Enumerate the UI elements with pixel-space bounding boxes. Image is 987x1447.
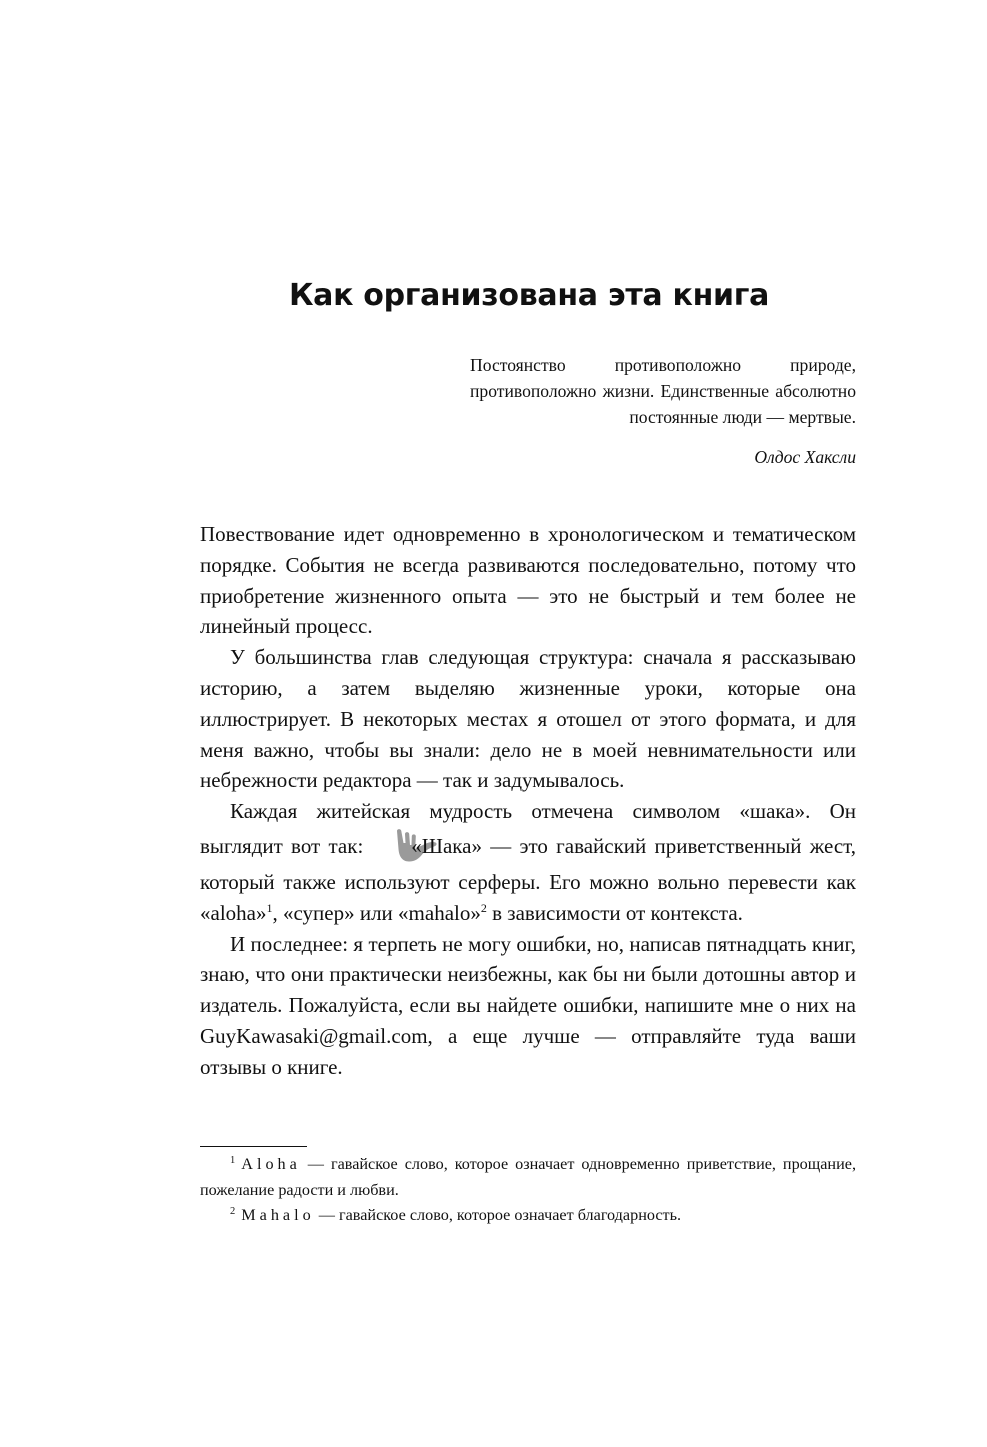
paragraph-3-body: «Шака» — это гавайский приветственный жест, который также используют серферы. Его можно вольно перевести как «aloha» <box>200 833 856 925</box>
shaka-hand-icon <box>365 827 409 867</box>
footnote-1-number: 1 <box>230 1155 236 1166</box>
footnote-2 <box>200 1203 856 1229</box>
epigraph-quote: Постоянство противоположно природе, противоположно жизни. Единственные абсолютно постоянные люди — мертвые. <box>470 355 856 427</box>
paragraph-2: У большинства глав следующая структура: сначала я рассказываю историю, а затем выделяю жизненные уроки, которые она иллюстрирует. В некоторых местах я отошел от этого формата, и для меня важно, чтобы вы знали: дело не в моей невнимательности или небрежности редактора — так и задумывалось. <box>200 645 856 793</box>
footnote-2-text: — гавайское слово, которое означает благодарность. <box>314 1206 682 1224</box>
footnote-2-number: 2 <box>230 1206 236 1217</box>
footnote-1-text: — гавайское слово, которое означает одновременно приветствие, прощание, пожелание радости и любви. <box>200 1155 856 1199</box>
paragraph-3-middle: , «супер» или «mahalo» <box>272 900 481 925</box>
body-text <box>200 519 856 1083</box>
footnote-ref-1: 1 <box>266 900 273 915</box>
footnote-ref-2: 2 <box>480 900 487 915</box>
footnotes <box>200 1152 856 1229</box>
paragraph-4: И последнее: я терпеть не могу ошибки, но, написав пятнадцать книг, знаю, что они практически неизбежны, как бы ни были дотошны автор и издатель. Пожалуйста, если вы найдете ошибки, напишите мне о них на GuyKawasaki@gmail.com, а еще лучше — отправляйте туда ваши отзывы о книге. <box>200 931 856 1079</box>
paragraph-1: Повествование идет одновременно в хронологическом и тематическом порядке. События не всегда развиваются последовательно, потому что приобретение жизненного опыта — это не быстрый и тем более не линейный процесс. <box>200 522 856 639</box>
epigraph-author: Олдос Хаксли <box>754 447 856 467</box>
footnote-1-term: Aloha <box>241 1155 301 1173</box>
footnote-2-term: Mahalo <box>241 1206 315 1224</box>
footnote-1 <box>200 1152 856 1203</box>
chapter-title: Как организована эта книга <box>288 278 770 313</box>
epigraph <box>470 352 856 470</box>
footnote-separator <box>200 1146 307 1147</box>
paragraph-3 <box>200 796 856 928</box>
paragraph-3-intro: Каждая житейская мудрость отмечена символом «шака». Он выглядит вот так: <box>200 799 856 858</box>
paragraph-3-end: в зависимости от контекста. <box>486 900 743 925</box>
